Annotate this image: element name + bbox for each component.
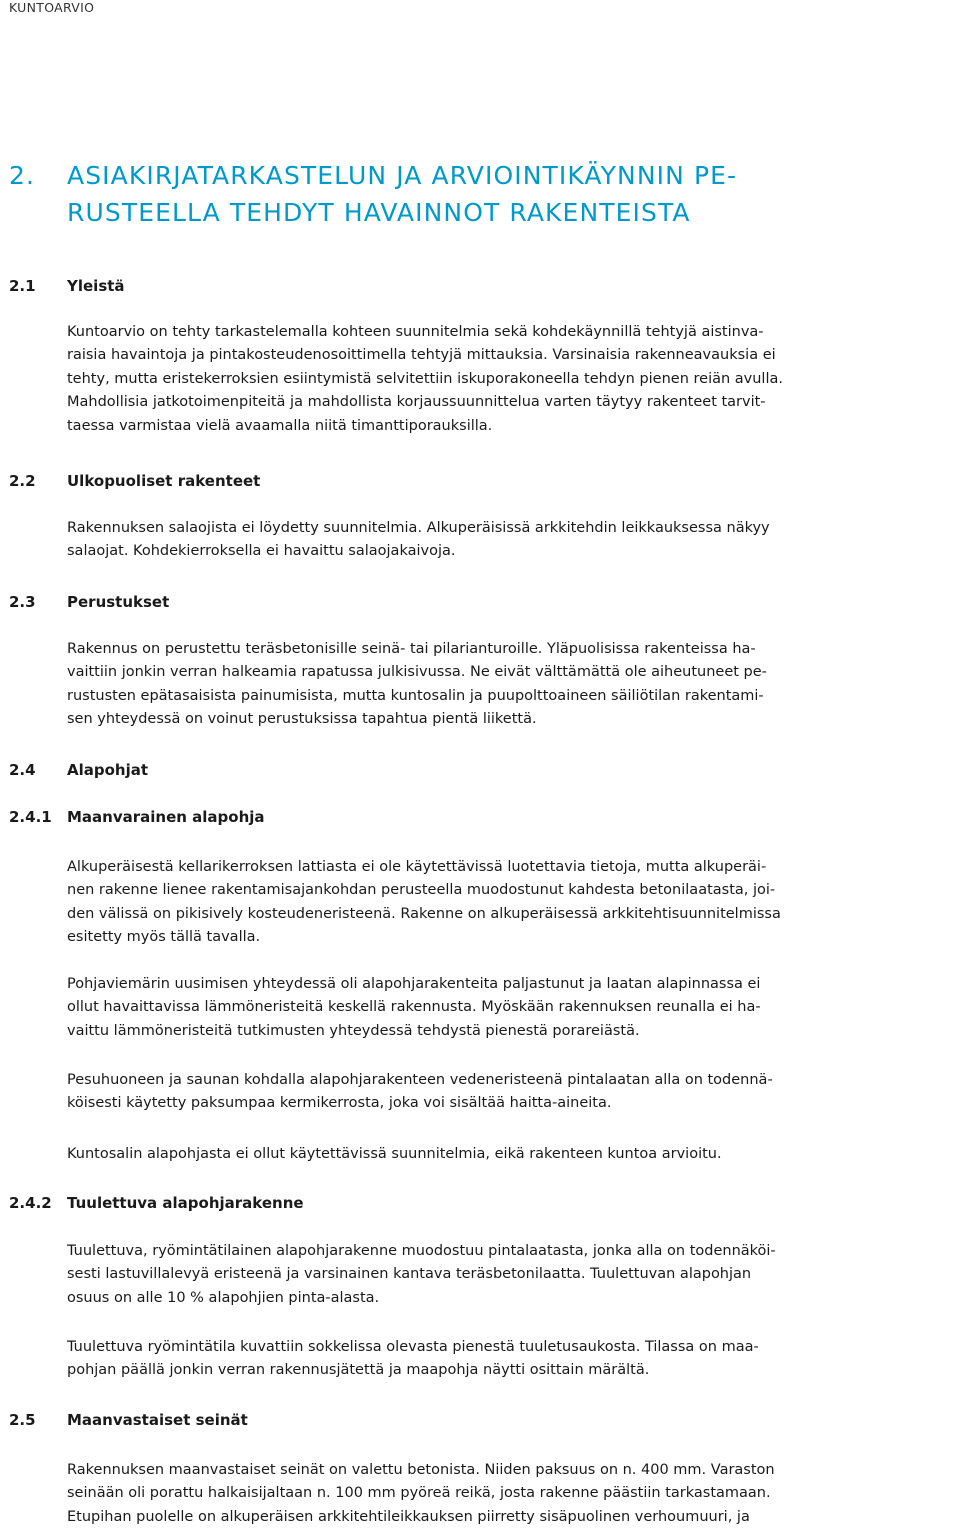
paragraph-line: köisesti käytetty paksumpaa kermikerrosta, joka voi sisältää haitta-aineita. — [67, 1095, 612, 1112]
paragraph-line: Rakennus on perustettu teräsbetonisille seinä- tai pilarianturoille. Yläpuolisissa rakenteissa ha- — [67, 641, 756, 657]
section-title: Yleistä — [67, 277, 125, 295]
paragraph-2-2 — [67, 517, 952, 564]
paragraph-line: esitetty myös tällä tavalla. — [67, 929, 261, 946]
section-number: 2.1 — [9, 277, 36, 295]
paragraph-2-5 — [67, 1459, 952, 1529]
paragraph-line: Pesuhuoneen ja saunan kohdalla alapohjarakenteen vedeneristeenä pintalaatan alla on todennä- — [67, 1072, 773, 1088]
paragraph-line: Pohjaviemärin uusimisen yhteydessä oli alapohjarakenteita paljastunut ja laatan alapinnassa ei — [67, 976, 761, 992]
section-number: 2.2 — [9, 472, 36, 490]
paragraph-line: Kuntosalin alapohjasta ei ollut käytettävissä suunnitelmia, eikä rakenteen kuntoa arvioitu. — [67, 1146, 722, 1162]
paragraph-line: pohjan päällä jonkin verran rakennusjätettä ja maapohja näytti osittain märältä. — [67, 1362, 650, 1379]
paragraph-line: Kuntoarvio on tehty tarkastelemalla kohteen suunnitelmia sekä kohdekäynnillä tehtyjä aistinva- — [67, 324, 764, 340]
section-number: 2.5 — [9, 1411, 36, 1429]
paragraph-line: Etupihan puolelle on alkuperäisen arkkitehtileikkauksen piirretty sisäpuolinen verhoumuuri, ja — [67, 1508, 750, 1525]
paragraph-line: den välissä on pikisively kosteudeneristeenä. Rakenne on alkuperäisessä arkkitehtisuunnitelmissa — [67, 905, 781, 922]
paragraph-2-4-2-b — [67, 1336, 952, 1383]
chapter-title-line-1: ASIAKIRJATARKASTELUN JA ARVIOINTIKÄYNNIN PE- — [67, 161, 738, 190]
paragraph-line: salaojat. Kohdekierroksella ei havaittu salaojakaivoja. — [67, 543, 456, 560]
section-title: Maanvastaiset seinät — [67, 1411, 248, 1429]
paragraph-2-4-2-a — [67, 1240, 952, 1310]
section-number: 2.3 — [9, 593, 36, 611]
paragraph-line: tehty, mutta eristekerroksien esiintymistä selvitettiin iskuporakoneella tehdyn pienen reiän avulla. — [67, 370, 783, 387]
paragraph-2-4-1-a — [67, 856, 952, 950]
paragraph-line: Alkuperäisestä kellarikerroksen lattiasta ei ole käytettävissä luotettavia tietoja, mutta alkuperäi- — [67, 859, 767, 875]
chapter-title — [9, 157, 939, 231]
paragraph-line: vaittu lämmöneristeitä tutkimusten yhteydessä tehdystä pienestä porareiästä. — [67, 1022, 640, 1039]
paragraph-line: sesti lastuvillalevyä eristeenä ja varsinainen kantava teräsbetonilaatta. Tuulettuvan alapohjan — [67, 1266, 752, 1283]
paragraph-line: ollut havaittavissa lämmöneristeitä keskellä rakennusta. Myöskään rakennuksen reunalla ei ha- — [67, 999, 761, 1016]
section-number: 2.4 — [9, 761, 36, 779]
paragraph-2-3 — [67, 638, 952, 732]
section-number: 2.4.2 — [9, 1194, 52, 1212]
paragraph-2-4-1-d — [67, 1143, 952, 1166]
paragraph-line: taessa varmistaa vielä avaamalla niitä timanttiporauksilla. — [67, 417, 493, 434]
paragraph-line: rustusten epätasaisista painumisista, mutta kuntosalin ja puupolttoaineen säiliötilan rakentami- — [67, 687, 764, 704]
paragraph-2-4-1-c — [67, 1069, 952, 1116]
section-title: Perustukset — [67, 593, 170, 611]
paragraph-line: seinään oli porattu halkaisijaltaan n. 100 mm pyöreä reikä, josta rakenne päästiin tarkastamaan. — [67, 1485, 771, 1502]
section-title: Maanvarainen alapohja — [67, 808, 265, 826]
paragraph-line: raisia havaintoja ja pintakosteudenosoittimella tehtyjä mittauksia. Varsinaisia rakenneavauksia ei — [67, 347, 776, 364]
running-header: KUNTOARVIO — [9, 0, 95, 15]
paragraph-line: vaittiin jonkin verran halkeamia rapatussa julkisivussa. Ne eivät välttämättä ole aiheutuneet pe- — [67, 664, 767, 681]
paragraph-line: nen rakenne lienee rakentamisajankohdan perusteella muodostunut kahdesta betonilaatasta, joi- — [67, 882, 776, 899]
section-title: Alapohjat — [67, 761, 149, 779]
paragraph-line: Tuulettuva ryömintätila kuvattiin sokkelissa olevasta pienestä tuuletusaukosta. Tilassa on maa- — [67, 1339, 759, 1355]
paragraph-2-1 — [67, 321, 952, 438]
paragraph-line: osuus on alle 10 % alapohjien pinta-alasta. — [67, 1289, 380, 1306]
paragraph-2-4-1-b — [67, 973, 952, 1043]
paragraph-line: Rakennuksen salaojista ei löydetty suunnitelmia. Alkuperäisissä arkkitehdin leikkauksessa näkyy — [67, 520, 770, 536]
section-title: Ulkopuoliset rakenteet — [67, 472, 261, 490]
chapter-number: 2. — [9, 161, 36, 190]
paragraph-line: sen yhteydessä on voinut perustuksissa tapahtua pientä liikettä. — [67, 711, 537, 728]
paragraph-line: Mahdollisia jatkotoimenpiteitä ja mahdollista korjaussuunnittelua varten täytyy rakenteet tarvit- — [67, 394, 766, 411]
chapter-title-line-2: RUSTEELLA TEHDYT HAVAINNOT RAKENTEISTA — [67, 198, 691, 227]
section-number: 2.4.1 — [9, 808, 52, 826]
section-title: Tuulettuva alapohjarakenne — [67, 1194, 304, 1212]
paragraph-line: Rakennuksen maanvastaiset seinät on valettu betonista. Niiden paksuus on n. 400 mm. Varaston — [67, 1462, 775, 1478]
paragraph-line: Tuulettuva, ryömintätilainen alapohjarakenne muodostuu pintalaatasta, jonka alla on todennäköi- — [67, 1243, 776, 1259]
